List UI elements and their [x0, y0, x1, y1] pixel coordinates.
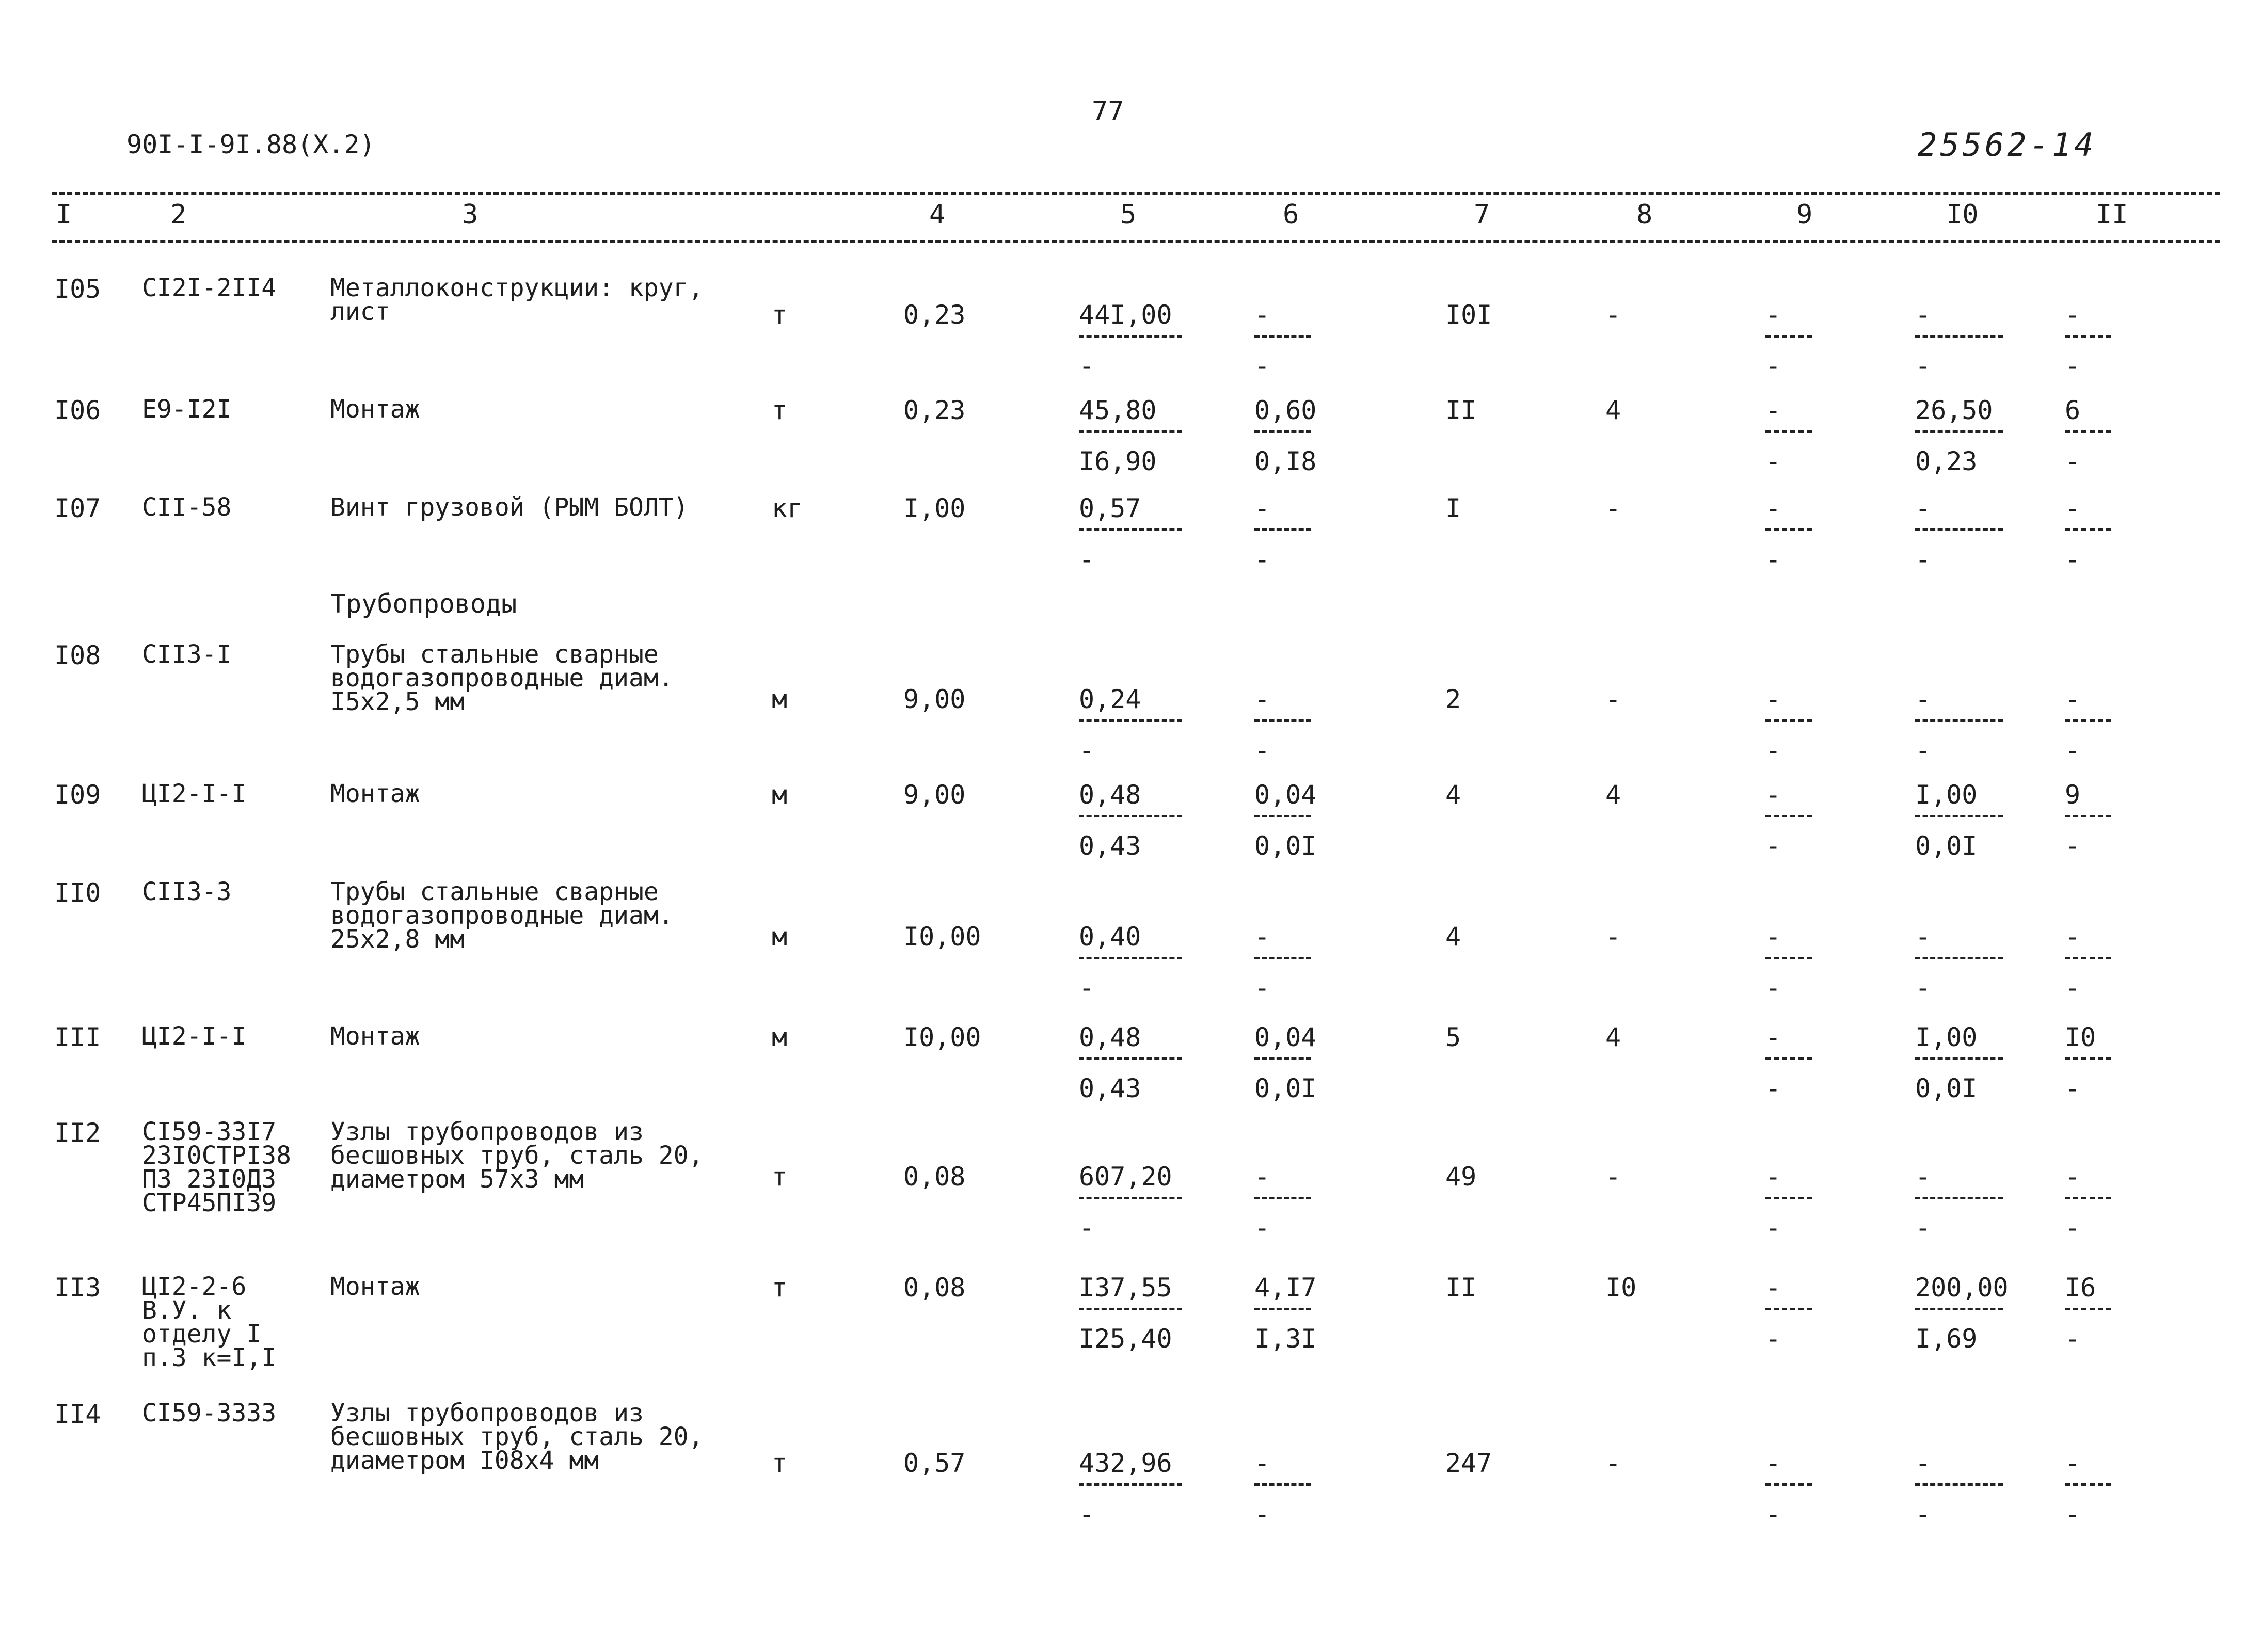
fraction-denominator: -	[1254, 1213, 1270, 1243]
column-8-value: 4	[1605, 1022, 1621, 1052]
fraction-cell	[1915, 782, 2003, 863]
fraction-bar	[2065, 815, 2111, 817]
fraction-bar	[1254, 1197, 1311, 1199]
fraction-cell	[1915, 1164, 2003, 1245]
fraction-denominator: -	[1765, 735, 1781, 765]
fraction-numerator: -	[1765, 300, 1781, 330]
header-bottom-rule	[52, 240, 2220, 243]
fraction-numerator: 0,04	[1254, 1022, 1317, 1052]
fraction-bar	[1079, 1057, 1182, 1060]
unit: т	[772, 1273, 788, 1303]
fraction-denominator: -	[2065, 1324, 2081, 1354]
fraction-denominator: 0,0I	[1915, 1073, 1978, 1103]
column-8-value: 4	[1605, 780, 1621, 810]
fraction-numerator: -	[1765, 395, 1781, 425]
work-description: Монтаж	[330, 1022, 420, 1051]
column-7-value: I	[1445, 493, 1461, 523]
fraction-numerator: I37,55	[1079, 1273, 1172, 1303]
column-8-value: -	[1605, 300, 1621, 330]
fraction-numerator: -	[1765, 780, 1781, 810]
norm-code: CII-58	[142, 493, 232, 522]
fraction-numerator: I0	[2065, 1022, 2096, 1052]
fraction-bar	[1254, 1308, 1311, 1310]
fraction-cell	[1254, 495, 1311, 576]
fraction-cell	[1765, 1275, 1812, 1356]
fraction-bar	[1765, 815, 1812, 817]
fraction-bar	[1915, 1197, 2003, 1199]
fraction-bar	[2065, 528, 2111, 531]
fraction-cell	[1254, 686, 1311, 767]
fraction-cell	[1079, 1275, 1182, 1356]
fraction-numerator: 6	[2065, 395, 2081, 425]
column-8-value: -	[1605, 493, 1621, 523]
fraction-denominator: 0,0I	[1254, 1073, 1317, 1103]
quantity: 0,23	[903, 395, 966, 425]
fraction-bar	[1079, 430, 1182, 433]
fraction-numerator: 607,20	[1079, 1162, 1172, 1192]
fraction-bar	[1915, 1308, 2003, 1310]
fraction-bar	[1915, 957, 2003, 959]
norm-code: CI59-33I7 23I0CTPI38 ПЗ 23I0ДЗ CTP45ПI39	[142, 1117, 291, 1217]
fraction-numerator: I,00	[1915, 1022, 1978, 1052]
fraction-denominator: 0,23	[1915, 446, 1978, 476]
fraction-bar	[1765, 1057, 1812, 1060]
fraction-numerator: -	[1765, 1022, 1781, 1052]
fraction-bar	[1079, 815, 1182, 817]
fraction-denominator: -	[1915, 351, 1931, 381]
row-number: II2	[54, 1118, 101, 1148]
fraction-cell	[1079, 397, 1182, 478]
fraction-bar	[2065, 1308, 2111, 1310]
fraction-numerator: 432,96	[1079, 1448, 1172, 1478]
sheet-reference: 25562-14	[1918, 126, 2097, 164]
document-code: 90I-I-9I.88(X.2)	[126, 130, 375, 159]
column-7-value: 5	[1445, 1022, 1461, 1052]
fraction-cell	[1765, 1164, 1812, 1245]
fraction-bar	[1915, 430, 2003, 433]
column-7-value: 49	[1445, 1162, 1477, 1192]
fraction-denominator: 0,I8	[1254, 446, 1317, 476]
fraction-denominator: -	[1915, 735, 1931, 765]
fraction-bar	[1079, 1308, 1182, 1310]
fraction-cell	[2065, 495, 2111, 576]
quantity: 0,08	[903, 1162, 966, 1192]
fraction-numerator: -	[2065, 300, 2081, 330]
fraction-bar	[2065, 1057, 2111, 1060]
fraction-bar	[1765, 1308, 1812, 1310]
fraction-cell	[2065, 924, 2111, 1005]
unit: м	[772, 780, 788, 810]
fraction-cell	[1765, 782, 1812, 863]
fraction-cell	[1079, 1024, 1182, 1105]
norm-code: ЦI2-2-6 В.У. к отделу I п.3 к=I,I	[142, 1272, 277, 1372]
fraction-bar	[1915, 719, 2003, 722]
fraction-numerator: -	[1765, 1273, 1781, 1303]
fraction-cell	[1915, 1024, 2003, 1105]
fraction-cell	[1254, 1164, 1311, 1245]
fraction-numerator: 45,80	[1079, 395, 1157, 425]
quantity: I0,00	[903, 1022, 981, 1052]
fraction-bar	[1079, 957, 1182, 959]
fraction-denominator: I25,40	[1079, 1324, 1172, 1354]
fraction-cell	[2065, 1275, 2111, 1356]
unit: т	[772, 300, 788, 330]
section-title: Трубопроводы	[330, 589, 517, 619]
column-8-value: 4	[1605, 395, 1621, 425]
fraction-numerator: -	[1765, 1162, 1781, 1192]
fraction-denominator: -	[1915, 544, 1931, 574]
fraction-bar	[1254, 957, 1311, 959]
unit: т	[772, 1162, 788, 1192]
fraction-cell	[2065, 1164, 2111, 1245]
column-7-value: 247	[1445, 1448, 1492, 1478]
fraction-numerator: -	[1915, 1162, 1931, 1192]
quantity: 0,08	[903, 1273, 966, 1303]
fraction-cell	[1079, 782, 1182, 863]
fraction-numerator: 0,40	[1079, 922, 1141, 952]
fraction-cell	[1915, 495, 2003, 576]
fraction-bar	[2065, 957, 2111, 959]
work-description: Монтаж	[330, 779, 420, 808]
fraction-denominator: -	[1765, 446, 1781, 476]
fraction-numerator: -	[2065, 922, 2081, 952]
fraction-numerator: -	[1254, 1448, 1270, 1478]
norm-code: E9-I2I	[142, 395, 232, 424]
fraction-bar	[1765, 957, 1812, 959]
unit: кг	[772, 493, 803, 523]
fraction-bar	[1915, 815, 2003, 817]
column-8-value: I0	[1605, 1273, 1637, 1303]
column-8-value: -	[1605, 1448, 1621, 1478]
fraction-bar	[1079, 528, 1182, 531]
fraction-cell	[1915, 924, 2003, 1005]
work-description: Трубы стальные сварные водогазопроводные диам. I5x2,5 мм	[330, 640, 674, 716]
fraction-denominator: -	[1079, 973, 1095, 1003]
fraction-cell	[1254, 1450, 1311, 1531]
fraction-denominator: -	[1254, 1499, 1270, 1529]
fraction-bar	[2065, 719, 2111, 722]
row-number: I08	[54, 640, 101, 670]
fraction-bar	[1079, 1483, 1182, 1486]
column-header-2: 2	[170, 199, 187, 230]
fraction-bar	[1254, 1057, 1311, 1060]
fraction-bar	[1915, 528, 2003, 531]
row-number: I05	[54, 274, 101, 304]
column-8-value: -	[1605, 922, 1621, 952]
column-header-6: 6	[1283, 199, 1299, 230]
quantity: I0,00	[903, 922, 981, 952]
fraction-bar	[2065, 1197, 2111, 1199]
fraction-numerator: 26,50	[1915, 395, 1993, 425]
unit: м	[772, 684, 788, 714]
fraction-denominator: -	[1765, 544, 1781, 574]
quantity: 0,57	[903, 1448, 966, 1478]
norm-code: CI2I-2II4	[142, 274, 277, 302]
fraction-numerator: 0,48	[1079, 780, 1141, 810]
fraction-denominator: -	[2065, 973, 2081, 1003]
quantity: I,00	[903, 493, 966, 523]
work-description: Узлы трубопроводов из бесшовных труб, сталь 20, диаметром I08x4 мм	[330, 1399, 704, 1475]
fraction-cell	[1079, 1164, 1182, 1245]
fraction-bar	[1254, 528, 1311, 531]
fraction-bar	[2065, 335, 2111, 338]
fraction-numerator: -	[1765, 684, 1781, 714]
column-header-10: I0	[1946, 199, 1979, 230]
fraction-numerator: -	[2065, 684, 2081, 714]
fraction-denominator: -	[1254, 735, 1270, 765]
work-description: Монтаж	[330, 395, 420, 424]
fraction-cell	[1254, 1273, 1317, 1356]
fraction-denominator: 0,0I	[1254, 831, 1317, 861]
fraction-numerator: 9	[2065, 780, 2081, 810]
fraction-numerator: I6	[2065, 1273, 2096, 1303]
fraction-cell	[2065, 782, 2111, 863]
fraction-bar	[1765, 528, 1812, 531]
norm-code: CII3-3	[142, 877, 232, 906]
fraction-cell	[1765, 302, 1812, 383]
row-number: II0	[54, 878, 101, 908]
fraction-denominator: -	[2065, 735, 2081, 765]
fraction-numerator: -	[1915, 922, 1931, 952]
fraction-denominator: -	[1765, 351, 1781, 381]
fraction-numerator: -	[1915, 684, 1931, 714]
column-header-3: 3	[462, 199, 479, 230]
norm-code: CI59-3333	[142, 1399, 277, 1428]
column-header-5: 5	[1120, 199, 1137, 230]
fraction-cell	[2065, 302, 2111, 383]
fraction-cell	[1915, 686, 2003, 767]
fraction-denominator: -	[1254, 351, 1270, 381]
unit: м	[772, 1022, 788, 1052]
fraction-cell	[1765, 1450, 1812, 1531]
column-header-9: 9	[1796, 199, 1813, 230]
fraction-cell	[1254, 395, 1317, 478]
fraction-denominator: 0,0I	[1915, 831, 1978, 861]
fraction-cell	[1254, 924, 1311, 1005]
column-8-value: -	[1605, 1162, 1621, 1192]
fraction-bar	[1079, 335, 1182, 338]
fraction-denominator: -	[1765, 1499, 1781, 1529]
fraction-numerator: 0,57	[1079, 493, 1141, 523]
fraction-cell	[1765, 495, 1812, 576]
work-description: Узлы трубопроводов из бесшовных труб, сталь 20, диаметром 57x3 мм	[330, 1117, 704, 1194]
fraction-denominator: I6,90	[1079, 446, 1157, 476]
fraction-numerator: 200,00	[1915, 1273, 2009, 1303]
fraction-cell	[2065, 1024, 2111, 1105]
fraction-denominator: -	[1254, 973, 1270, 1003]
fraction-bar	[1765, 1483, 1812, 1486]
fraction-cell	[1079, 924, 1182, 1005]
fraction-denominator: -	[1915, 973, 1931, 1003]
quantity: 9,00	[903, 684, 966, 714]
fraction-numerator: -	[2065, 1448, 2081, 1478]
fraction-denominator: -	[2065, 446, 2081, 476]
fraction-bar	[2065, 1483, 2111, 1486]
fraction-denominator: -	[2065, 1213, 2081, 1243]
fraction-bar	[1765, 1197, 1812, 1199]
fraction-numerator: 0,60	[1254, 395, 1317, 425]
row-number: I06	[54, 395, 101, 425]
fraction-bar	[1254, 430, 1311, 433]
fraction-cell	[1254, 780, 1317, 863]
column-7-value: II	[1445, 1273, 1477, 1303]
unit: м	[772, 922, 788, 952]
column-7-value: 2	[1445, 684, 1461, 714]
fraction-cell	[1079, 686, 1182, 767]
column-header-4: 4	[929, 199, 946, 230]
fraction-cell	[2065, 397, 2111, 478]
fraction-cell	[1254, 302, 1311, 383]
fraction-numerator: -	[1915, 300, 1931, 330]
norm-code: ЦI2-I-I	[142, 779, 247, 808]
fraction-numerator: -	[1254, 684, 1270, 714]
column-7-value: II	[1445, 395, 1477, 425]
row-number: I09	[54, 780, 101, 810]
quantity: 9,00	[903, 780, 966, 810]
fraction-numerator: -	[1915, 493, 1931, 523]
fraction-bar	[1765, 719, 1812, 722]
fraction-cell	[1079, 1450, 1182, 1531]
work-description: Металлоконструкции: круг, лист	[330, 274, 704, 326]
fraction-numerator: 0,24	[1079, 684, 1141, 714]
row-number: I07	[54, 493, 101, 523]
fraction-denominator: -	[1079, 351, 1095, 381]
fraction-cell	[1254, 1022, 1317, 1105]
fraction-bar	[1254, 815, 1311, 817]
fraction-bar	[1915, 1057, 2003, 1060]
fraction-bar	[1254, 1483, 1311, 1486]
fraction-bar	[1915, 1483, 2003, 1486]
fraction-numerator: 44I,00	[1079, 300, 1172, 330]
fraction-bar	[1765, 335, 1812, 338]
column-7-value: 4	[1445, 922, 1461, 952]
fraction-cell	[1915, 1273, 2009, 1356]
fraction-denominator: -	[2065, 351, 2081, 381]
fraction-denominator: 0,43	[1079, 1073, 1141, 1103]
fraction-numerator: -	[1915, 1448, 1931, 1478]
fraction-cell	[1079, 495, 1182, 576]
fraction-denominator: -	[1915, 1499, 1931, 1529]
row-number: II4	[54, 1399, 101, 1429]
fraction-cell	[1765, 686, 1812, 767]
fraction-cell	[1915, 302, 2003, 383]
row-number: III	[54, 1022, 101, 1052]
fraction-numerator: -	[2065, 1162, 2081, 1192]
fraction-denominator: -	[1765, 1324, 1781, 1354]
fraction-cell	[1079, 302, 1182, 383]
column-header-7: 7	[1474, 199, 1490, 230]
fraction-numerator: I,00	[1915, 780, 1978, 810]
fraction-cell	[1915, 1450, 2003, 1531]
fraction-numerator: 4,I7	[1254, 1273, 1317, 1303]
fraction-denominator: -	[2065, 544, 2081, 574]
fraction-bar	[1765, 430, 1812, 433]
column-7-value: 4	[1445, 780, 1461, 810]
fraction-cell	[1915, 397, 2003, 478]
fraction-denominator: -	[1254, 544, 1270, 574]
fraction-denominator: -	[1079, 1499, 1095, 1529]
fraction-bar	[1079, 1197, 1182, 1199]
fraction-cell	[2065, 686, 2111, 767]
fraction-bar	[1915, 335, 2003, 338]
fraction-denominator: -	[2065, 1499, 2081, 1529]
fraction-numerator: -	[1254, 922, 1270, 952]
fraction-bar	[1254, 335, 1311, 338]
fraction-bar	[1254, 719, 1311, 722]
fraction-numerator: -	[1765, 1448, 1781, 1478]
fraction-numerator: 0,48	[1079, 1022, 1141, 1052]
header-top-rule	[52, 192, 2220, 195]
fraction-denominator: -	[1765, 1073, 1781, 1103]
work-description: Монтаж	[330, 1272, 420, 1301]
row-number: II3	[54, 1273, 101, 1303]
fraction-denominator: -	[1079, 544, 1095, 574]
fraction-denominator: -	[1915, 1213, 1931, 1243]
fraction-cell	[1765, 397, 1812, 478]
fraction-bar	[1079, 719, 1182, 722]
quantity: 0,23	[903, 300, 966, 330]
column-header-8: 8	[1636, 199, 1653, 230]
fraction-numerator: 0,04	[1254, 780, 1317, 810]
fraction-denominator: -	[2065, 1073, 2081, 1103]
fraction-denominator: -	[1765, 973, 1781, 1003]
work-description: Трубы стальные сварные водогазопроводные диам. 25x2,8 мм	[330, 877, 674, 954]
fraction-denominator: -	[2065, 831, 2081, 861]
fraction-denominator: -	[1079, 1213, 1095, 1243]
fraction-denominator: I,3I	[1254, 1324, 1317, 1354]
fraction-denominator: 0,43	[1079, 831, 1141, 861]
fraction-numerator: -	[1254, 1162, 1270, 1192]
work-description: Винт грузовой (РЫМ БОЛТ)	[330, 493, 689, 522]
fraction-cell	[2065, 1450, 2111, 1531]
column-header-11: II	[2096, 199, 2128, 230]
fraction-numerator: -	[2065, 493, 2081, 523]
fraction-denominator: -	[1765, 1213, 1781, 1243]
column-8-value: -	[1605, 684, 1621, 714]
fraction-numerator: -	[1765, 922, 1781, 952]
fraction-bar	[2065, 430, 2111, 433]
norm-code: CII3-I	[142, 640, 232, 669]
column-header-1: I	[56, 199, 72, 230]
column-7-value: I0I	[1445, 300, 1492, 330]
unit: т	[772, 395, 788, 425]
norm-code: ЦI2-I-I	[142, 1022, 247, 1051]
fraction-denominator: I,69	[1915, 1324, 1978, 1354]
fraction-cell	[1765, 924, 1812, 1005]
fraction-denominator: -	[1765, 831, 1781, 861]
page-number: 77	[1092, 96, 1124, 127]
fraction-denominator: -	[1079, 735, 1095, 765]
fraction-numerator: -	[1254, 493, 1270, 523]
fraction-cell	[1765, 1024, 1812, 1105]
fraction-numerator: -	[1765, 493, 1781, 523]
unit: т	[772, 1448, 788, 1478]
fraction-numerator: -	[1254, 300, 1270, 330]
